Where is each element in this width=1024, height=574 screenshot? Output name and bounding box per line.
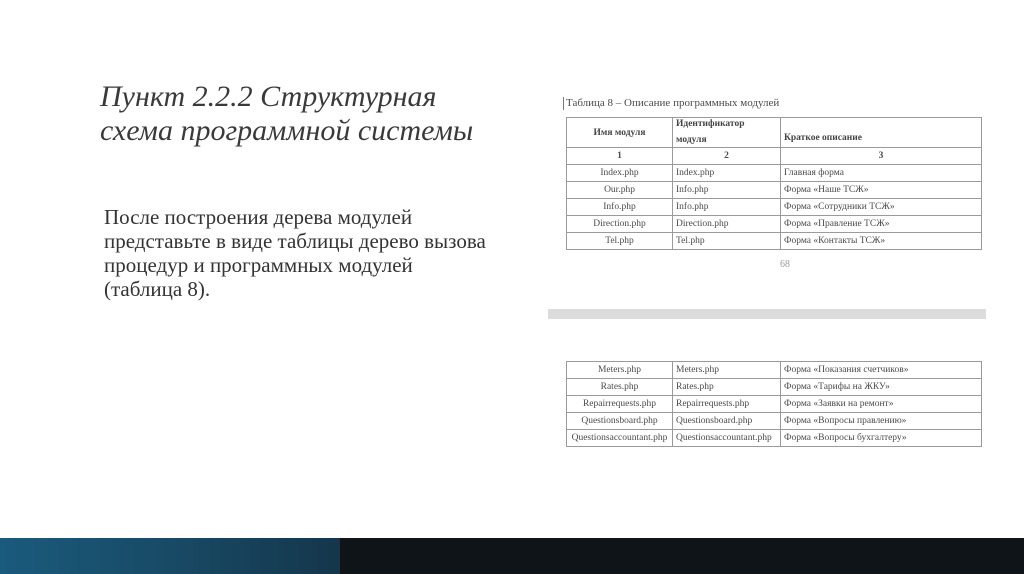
cell-description: Форма «Заявки на ремонт» — [781, 396, 982, 413]
cell-module-id: Meters.php — [673, 362, 781, 379]
header-module-name: Имя модуля — [567, 118, 673, 148]
cell-description: Форма «Правление ТСЖ» — [781, 216, 982, 233]
document-scan-bottom — [548, 355, 988, 447]
cell-module-name: Repairrequests.php — [567, 396, 673, 413]
table-header-row — [567, 118, 982, 148]
table-row — [567, 199, 982, 216]
cell-description: Форма «Сотрудники ТСЖ» — [781, 199, 982, 216]
cell-module-name: Questionsboard.php — [567, 413, 673, 430]
document-scan-top — [548, 90, 988, 280]
header-module-id-line: Идентификатор — [676, 119, 745, 129]
cell-module-name: Info.php — [567, 199, 673, 216]
body-line: представьте в виде таблицы дерево вызова — [104, 229, 486, 253]
table-caption: Таблица 8 – Описание программных модулей — [566, 97, 780, 109]
header-module-id — [673, 118, 781, 148]
cell-module-name: Direction.php — [567, 216, 673, 233]
table-row — [567, 379, 982, 396]
cell-module-id: Info.php — [673, 182, 781, 199]
cell-module-id: Rates.php — [673, 379, 781, 396]
header-description: Краткое описание — [781, 118, 982, 148]
cell-module-name: Meters.php — [567, 362, 673, 379]
cell-module-name: Questionsaccountant.php — [567, 430, 673, 447]
cell-description: Форма «Вопросы правлению» — [781, 413, 982, 430]
slide-title-line: схема программной системы — [100, 114, 474, 147]
slide-title-line: Пункт 2.2.2 Структурная — [100, 80, 437, 113]
cell-module-id: Direction.php — [673, 216, 781, 233]
cell-description: Форма «Вопросы бухгалтеру» — [781, 430, 982, 447]
cell-module-name: Our.php — [567, 182, 673, 199]
cell-module-id: Info.php — [673, 199, 781, 216]
table-row — [567, 182, 982, 199]
cell-description: Форма «Показания счетчиков» — [781, 362, 982, 379]
table-row — [567, 216, 982, 233]
cell-module-name: Tel.php — [567, 233, 673, 250]
column-number: 2 — [673, 148, 781, 165]
table-row — [567, 430, 982, 447]
body-line: После построения дерева модулей — [104, 205, 413, 229]
cell-module-name: Index.php — [567, 165, 673, 182]
body-paragraph — [104, 205, 524, 301]
cell-module-id: Index.php — [673, 165, 781, 182]
footer-accent — [0, 538, 340, 574]
cell-module-id: Tel.php — [673, 233, 781, 250]
modules-table-top — [566, 117, 982, 250]
column-number: 1 — [567, 148, 673, 165]
table-row — [567, 233, 982, 250]
cell-module-id: Repairrequests.php — [673, 396, 781, 413]
body-line: (таблица 8). — [104, 277, 211, 301]
cell-description: Форма «Тарифы на ЖКУ» — [781, 379, 982, 396]
body-line: процедур и программных модулей — [104, 253, 413, 277]
page-number: 68 — [780, 259, 790, 270]
cell-module-id: Questionsboard.php — [673, 413, 781, 430]
cell-description: Главная форма — [781, 165, 982, 182]
header-module-id-line: модуля — [676, 135, 707, 145]
page-break-divider — [548, 309, 986, 319]
table-row — [567, 362, 982, 379]
column-number: 3 — [781, 148, 982, 165]
cell-description: Форма «Наше ТСЖ» — [781, 182, 982, 199]
slide-title — [100, 80, 520, 148]
column-number-row — [567, 148, 982, 165]
modules-table-bottom — [566, 361, 982, 447]
cell-description: Форма «Контакты ТСЖ» — [781, 233, 982, 250]
table-row — [567, 165, 982, 182]
table-row — [567, 396, 982, 413]
cell-module-name: Rates.php — [567, 379, 673, 396]
table-row — [567, 413, 982, 430]
cell-module-id: Questionsaccountant.php — [673, 430, 781, 447]
